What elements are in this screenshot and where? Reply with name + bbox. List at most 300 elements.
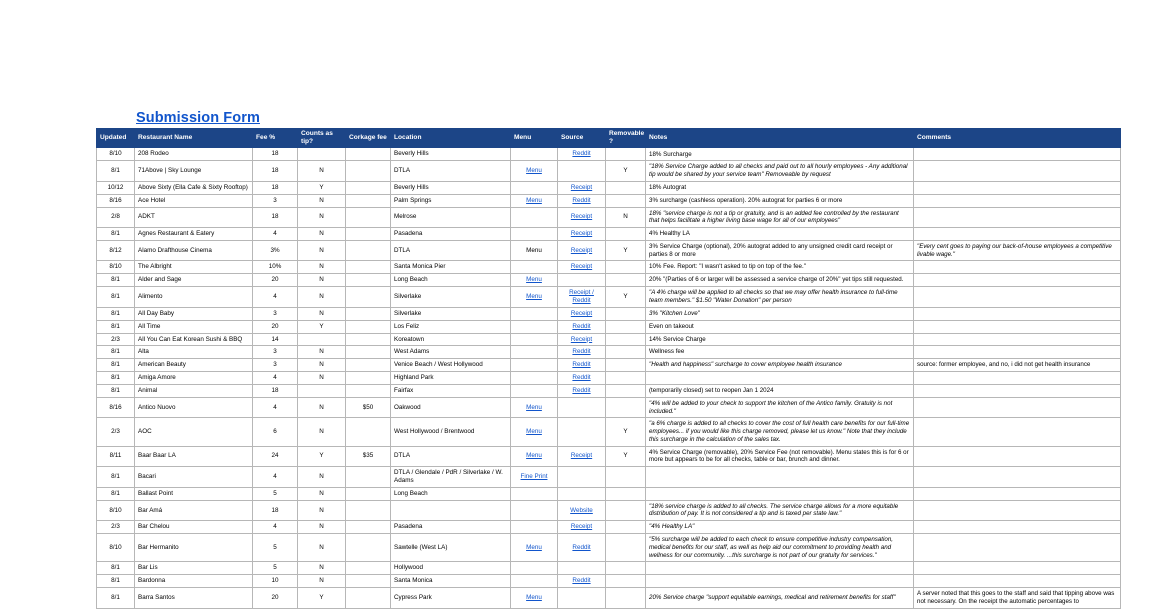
table-row[interactable] [97,372,1121,385]
cell-name: Antico Nuovo [135,397,253,418]
cell-comments [914,487,1121,500]
table-row[interactable] [97,240,1121,261]
cell-corkage [346,207,391,228]
cell-source [558,397,606,418]
cell-name: Alder and Sage [135,274,253,287]
cell-updated: 8/1 [97,575,135,588]
cell-source-link[interactable]: Receipt [570,335,593,343]
cell-source[interactable] [558,534,606,562]
cell-corkage [346,181,391,194]
cell-notes: "4% will be added to your check to support the kitchen of the Antico family. Gratuity is not included." [646,397,914,418]
cell-removable [606,372,646,385]
table-row[interactable] [97,228,1121,241]
cell-comments [914,534,1121,562]
cell-source-link[interactable]: Reddit [572,348,591,356]
cell-fee: 4 [253,397,298,418]
cell-name: Alimento [135,287,253,308]
cell-removable [606,194,646,207]
cell-notes: (temporarily closed) set to reopen Jan 1 2024 [646,385,914,398]
cell-source[interactable] [558,372,606,385]
cell-fee: 3 [253,359,298,372]
cell-notes: "5% surcharge will be added to each check to ensure competitive industry compensation, medical benefits for our staff, as well as help aid our commitment to providing health and wellness for our community. ...this surcharge is not part of our gratuity for services." [646,534,914,562]
table-row[interactable] [97,534,1121,562]
cell-source-link[interactable]: Reddit [572,322,591,330]
cell-notes: 14% Service Charge [646,333,914,346]
cell-source-link[interactable]: Reddit [572,150,591,158]
cell-source-link[interactable]: Receipt [570,452,593,460]
cell-updated: 8/12 [97,240,135,261]
table-row[interactable] [97,359,1121,372]
cell-comments [914,181,1121,194]
cell-menu [511,333,558,346]
cell-menu[interactable] [511,161,558,182]
table-row[interactable] [97,161,1121,182]
cell-source[interactable] [558,261,606,274]
table-row[interactable] [97,562,1121,575]
cell-counts: N [298,346,346,359]
cell-location: Venice Beach / West Hollywood [391,359,511,372]
cell-counts: N [298,228,346,241]
cell-fee: 20 [253,274,298,287]
table-row[interactable] [97,500,1121,521]
cell-menu [511,181,558,194]
cell-removable [606,588,646,609]
cell-counts: N [298,418,346,446]
cell-notes: 3% "Kitchen Love" [646,307,914,320]
cell-updated: 2/8 [97,207,135,228]
column-header-counts-as-tip[interactable]: Counts as tip? [298,129,346,148]
cell-location: Sawtelle (West LA) [391,534,511,562]
cell-menu[interactable] [511,287,558,308]
cell-updated: 8/10 [97,148,135,161]
cell-removable [606,575,646,588]
table-row[interactable] [97,194,1121,207]
cell-location: DTLA [391,161,511,182]
cell-updated: 8/1 [97,372,135,385]
cell-location: Long Beach [391,487,511,500]
cell-corkage [346,161,391,182]
cell-comments [914,397,1121,418]
cell-notes: 20% Service charge "support equitable earnings, medical and retirement benefits for staff" [646,588,914,609]
table-row[interactable] [97,521,1121,534]
cell-name: Amiga Amore [135,372,253,385]
cell-menu [511,228,558,241]
cell-menu-link[interactable]: Menu [526,452,542,460]
cell-comments [914,161,1121,182]
cell-location: Pasadena [391,521,511,534]
cell-counts: N [298,467,346,488]
cell-removable [606,181,646,194]
cell-updated: 8/16 [97,397,135,418]
cell-fee: 20 [253,588,298,609]
cell-removable [606,385,646,398]
cell-source-link[interactable]: Website [570,506,593,514]
cell-menu [511,500,558,521]
cell-source [558,588,606,609]
table-row[interactable] [97,446,1121,467]
cell-menu-link[interactable]: Fine Print [520,473,548,481]
cell-location: Los Feliz [391,320,511,333]
column-header-comments[interactable]: Comments [914,129,1121,148]
cell-updated: 8/11 [97,446,135,467]
cell-name: AOC [135,418,253,446]
cell-comments [914,446,1121,467]
cell-source[interactable] [558,333,606,346]
cell-location: Pasadena [391,228,511,241]
cell-corkage [346,467,391,488]
cell-removable [606,333,646,346]
cell-updated: 8/1 [97,274,135,287]
cell-comments [914,207,1121,228]
cell-location: Beverly Hills [391,181,511,194]
cell-source-link[interactable]: Receipt [570,230,593,238]
cell-name: All You Can Eat Korean Sushi & BBQ [135,333,253,346]
cell-menu [511,359,558,372]
cell-removable [606,359,646,372]
cell-name: Baar Baar LA [135,446,253,467]
cell-counts: Y [298,446,346,467]
cell-updated: 2/3 [97,521,135,534]
cell-removable [606,534,646,562]
cell-fee: 10% [253,261,298,274]
cell-name: All Day Baby [135,307,253,320]
cell-removable [606,346,646,359]
table-row[interactable] [97,307,1121,320]
column-header-source[interactable]: Source [558,129,606,148]
cell-corkage [346,385,391,398]
cell-name: American Beauty [135,359,253,372]
cell-comments [914,385,1121,398]
cell-source-link[interactable]: Receipt [570,309,593,317]
column-header-updated[interactable]: Updated [97,129,135,148]
cell-menu-link[interactable]: Menu [526,403,542,411]
column-header-notes[interactable]: Notes [646,129,914,148]
cell-location: DTLA [391,240,511,261]
cell-comments [914,320,1121,333]
table-row[interactable] [97,320,1121,333]
cell-menu[interactable] [511,467,558,488]
cell-removable [606,467,646,488]
cell-menu[interactable] [511,240,558,261]
cell-corkage [346,148,391,161]
cell-name: Ace Hotel [135,194,253,207]
cell-counts: N [298,500,346,521]
cell-source[interactable] [558,240,606,261]
document-title-link[interactable]: Submission Form [136,110,260,126]
cell-counts: N [298,359,346,372]
cell-removable [606,228,646,241]
cell-notes: Even on takeout [646,320,914,333]
cell-menu[interactable] [511,397,558,418]
cell-source-link[interactable]: Receipt [570,523,593,531]
cell-comments [914,261,1121,274]
cell-name: 71Above | Sky Lounge [135,161,253,182]
cell-name: Above Sixty (Ella Cafe & Sixty Rooftop) [135,181,253,194]
cell-notes: 4% Healthy LA [646,228,914,241]
cell-name: Bar Lis [135,562,253,575]
cell-notes: 3% surcharge (cashless operation). 20% autograt for parties 6 or more [646,194,914,207]
cell-notes [646,487,914,500]
cell-source[interactable] [558,207,606,228]
cell-fee: 18 [253,385,298,398]
cell-name: Bar Amá [135,500,253,521]
cell-comments: A server noted that this goes to the staff and said that tipping above was not necessary. On the receipt the automatic percentages to [914,588,1121,609]
cell-location: Oakwood [391,397,511,418]
cell-counts: N [298,194,346,207]
cell-name: Ballast Point [135,487,253,500]
cell-menu-link[interactable]: Menu [526,276,542,284]
cell-source [558,161,606,182]
table-row[interactable] [97,575,1121,588]
cell-source[interactable] [558,359,606,372]
cell-source[interactable] [558,148,606,161]
cell-source-link[interactable]: Receipt / Reddit [569,289,594,304]
cell-source-link[interactable]: Reddit [572,196,591,204]
cell-fee: 5 [253,487,298,500]
cell-comments [914,307,1121,320]
cell-updated: 8/1 [97,228,135,241]
cell-notes: Wellness fee [646,346,914,359]
cell-corkage [346,588,391,609]
table-row[interactable] [97,385,1121,398]
cell-notes: 18% Autograt [646,181,914,194]
cell-comments: source: former employee, and no, i did not get health insurance [914,359,1121,372]
cell-fee: 14 [253,333,298,346]
cell-name: ADKT [135,207,253,228]
cell-name: Bardonna [135,575,253,588]
column-header-corkage-fee[interactable]: Corkage fee [346,129,391,148]
cell-counts: Y [298,588,346,609]
column-header-removable[interactable]: Removable ? [606,129,646,148]
cell-source [558,562,606,575]
cell-source-link[interactable]: Receipt [570,263,593,271]
table-row[interactable] [97,418,1121,446]
cell-updated: 8/1 [97,287,135,308]
cell-fee: 10 [253,575,298,588]
cell-name: The Albright [135,261,253,274]
cell-corkage [346,261,391,274]
cell-menu [511,307,558,320]
cell-fee: 18 [253,148,298,161]
cell-updated: 8/16 [97,194,135,207]
cell-corkage [346,418,391,446]
cell-fee: 18 [253,181,298,194]
cell-source-link[interactable]: Reddit [572,387,591,394]
cell-name: Bacari [135,467,253,488]
cell-menu[interactable] [511,534,558,562]
cell-comments [914,274,1121,287]
cell-name: Bar Chelou [135,521,253,534]
cell-source [558,467,606,488]
cell-name: Alta [135,346,253,359]
cell-counts: N [298,487,346,500]
cell-source-link[interactable]: Reddit [572,374,591,382]
cell-updated: 8/1 [97,385,135,398]
cell-updated: 10/12 [97,181,135,194]
cell-removable: Y [606,240,646,261]
cell-updated: 8/1 [97,161,135,182]
cell-corkage [346,534,391,562]
cell-updated: 8/1 [97,467,135,488]
cell-comments [914,372,1121,385]
cell-location: Silverlake [391,287,511,308]
cell-source[interactable] [558,385,606,398]
cell-fee: 4 [253,372,298,385]
cell-source[interactable] [558,500,606,521]
table-body [97,148,1121,608]
table-row[interactable] [97,467,1121,488]
cell-removable [606,307,646,320]
cell-comments [914,562,1121,575]
cell-fee: 3 [253,194,298,207]
cell-location: Santa Monica [391,575,511,588]
cell-menu-link[interactable]: Menu [526,167,542,175]
cell-corkage [346,228,391,241]
cell-menu [511,148,558,161]
column-header-fee-percent[interactable]: Fee % [253,129,298,148]
cell-source-link[interactable]: Reddit [572,361,591,369]
cell-location: West Hollywood / Brentwood [391,418,511,446]
cell-updated: 8/10 [97,500,135,521]
cell-name: All Time [135,320,253,333]
cell-fee: 3% [253,240,298,261]
table-row[interactable] [97,207,1121,228]
cell-counts: Y [298,181,346,194]
table-row[interactable] [97,287,1121,308]
cell-fee: 4 [253,467,298,488]
cell-comments [914,346,1121,359]
cell-name: Bar Hermanito [135,534,253,562]
cell-source-link[interactable]: Receipt [570,213,593,221]
cell-source[interactable] [558,181,606,194]
cell-source[interactable] [558,575,606,588]
cell-menu [511,385,558,398]
table-row[interactable] [97,274,1121,287]
cell-updated: 8/1 [97,359,135,372]
cell-notes: 3% Service Charge (optional), 20% autograt added to any unsigned credit card receipt or parties 8 or more [646,240,914,261]
cell-location: Highland Park [391,372,511,385]
cell-menu [511,261,558,274]
cell-menu [511,521,558,534]
cell-menu-link[interactable]: Menu [526,428,542,436]
cell-menu[interactable] [511,446,558,467]
cell-counts: N [298,207,346,228]
cell-counts: N [298,372,346,385]
cell-comments [914,228,1121,241]
cell-location: DTLA [391,446,511,467]
cell-corkage [346,372,391,385]
cell-updated: 8/1 [97,588,135,609]
cell-counts: Y [298,320,346,333]
table-row[interactable] [97,397,1121,418]
cell-location: Santa Monica Pier [391,261,511,274]
cell-menu-link[interactable]: Menu [526,593,542,601]
cell-fee: 5 [253,562,298,575]
cell-removable [606,397,646,418]
cell-counts: N [298,307,346,320]
cell-removable [606,487,646,500]
cell-corkage [346,194,391,207]
cell-source-link[interactable]: Receipt [570,183,593,191]
cell-corkage [346,274,391,287]
table-row[interactable] [97,148,1121,161]
cell-location: Koreatown [391,333,511,346]
cell-menu[interactable] [511,418,558,446]
cell-menu-text: Menu [526,246,542,254]
cell-updated: 8/1 [97,487,135,500]
cell-fee: 18 [253,207,298,228]
cell-source[interactable] [558,521,606,534]
cell-source[interactable] [558,228,606,241]
cell-updated: 2/3 [97,418,135,446]
cell-corkage [346,307,391,320]
cell-corkage [346,240,391,261]
table-row[interactable] [97,588,1121,609]
cell-source-link[interactable]: Reddit [572,543,591,551]
cell-menu [511,487,558,500]
cell-notes: "4% Healthy LA" [646,521,914,534]
cell-menu-link[interactable]: Menu [526,293,542,301]
cell-menu-link[interactable]: Menu [526,543,542,551]
table-row[interactable] [97,346,1121,359]
cell-notes: "a 6% charge is added to all checks to cover the cost of full health care benefits for our full-time employees... if you would like this charge removed, please let us know." Note that they include this surcharge in the calculation of the sales tax. [646,418,914,446]
cell-removable: Y [606,161,646,182]
cell-menu[interactable] [511,194,558,207]
cell-source[interactable] [558,287,606,308]
cell-notes: 10% Fee. Report: "I wasn't asked to tip on top of the fee." [646,261,914,274]
cell-source [558,274,606,287]
cell-comments [914,467,1121,488]
cell-menu [511,346,558,359]
cell-menu[interactable] [511,274,558,287]
table-row[interactable] [97,333,1121,346]
column-header-location[interactable]: Location [391,129,511,148]
table-row[interactable] [97,487,1121,500]
cell-counts [298,148,346,161]
cell-notes: 20% "(Parties of 6 or larger will be assessed a service charge of 20%" yet tips still requested. [646,274,914,287]
cell-location: Cypress Park [391,588,511,609]
cell-source-link[interactable]: Receipt [570,246,593,254]
cell-counts: N [298,274,346,287]
table-row[interactable] [97,261,1121,274]
cell-name: Animal [135,385,253,398]
cell-fee: 5 [253,534,298,562]
table-row[interactable] [97,181,1121,194]
cell-notes: 18% Surcharge [646,148,914,161]
cell-removable [606,500,646,521]
cell-removable [606,521,646,534]
cell-comments [914,575,1121,588]
cell-source[interactable] [558,307,606,320]
cell-source[interactable] [558,320,606,333]
cell-menu[interactable] [511,588,558,609]
column-header-restaurant-name[interactable]: Restaurant Name [135,129,253,148]
cell-name: 208 Rodeo [135,148,253,161]
cell-source[interactable] [558,446,606,467]
cell-removable [606,320,646,333]
cell-menu [511,320,558,333]
column-header-menu[interactable]: Menu [511,129,558,148]
cell-corkage [346,575,391,588]
cell-menu-link[interactable]: Menu [526,196,542,204]
cell-source[interactable] [558,194,606,207]
cell-notes: 18% "service charge is not a tip or gratuity, and is an added fee controlled by the restaurant that helps facilitate a higher living base wage for all of our employees" [646,207,914,228]
cell-counts: N [298,397,346,418]
cell-corkage [346,521,391,534]
cell-source[interactable] [558,346,606,359]
cell-source-link[interactable]: Reddit [572,577,591,585]
cell-corkage: $50 [346,397,391,418]
